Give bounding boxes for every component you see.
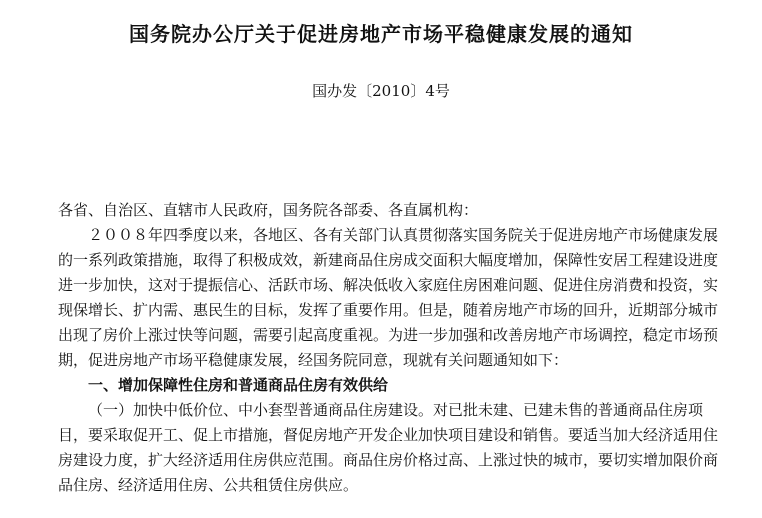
section-heading: 一、增加保障性住房和普通商品住房有效供给 bbox=[88, 376, 389, 394]
paragraph-intro: ２００８年四季度以来，各地区、各有关部门认真贯彻落实国务院关于促进房地产市场健康发展的一系列政策措施，取得了积极成效，新建商品住房成交面积大幅度增加，保障性安居工程建设进度进一步加快，这对于提振信心、活跃市场、解决低收入家庭住房困难问题、促进住房消费和投资，实现保增长、扩内需、惠民生的目标，发挥了重要作用。但是，随着房地产市场的回升，近期部分城市出现了房价上涨过快等问题，需要引起高度重视。为进一步加强和改善房地产市场调控，稳定市场预期，促进房地产市场平稳健康发展，经国务院同意，现就有关问题通知如下： bbox=[58, 226, 719, 369]
document-title: 国务院办公厅关于促进房地产市场平稳健康发展的通知 bbox=[129, 22, 633, 46]
document-number: 国办发〔2010〕4号 bbox=[312, 82, 450, 100]
document-body bbox=[58, 198, 718, 498]
salutation: 各省、自治区、直辖市人民政府，国务院各部委、各直属机构： bbox=[58, 201, 479, 219]
paragraph-section-1: （一）加快中低价位、中小套型普通商品住房建设。对已批未建、已建未售的普通商品住房项目，要采取促开工、促上市措施，督促房地产开发企业加快项目建设和销售。要适当加大经济适用住房建设力度，扩大经济适用住房供应范围。商品住房价格过高、上涨过快的城市，要切实增加限价商品住房、经济适用住房、公共租赁住房供应。 bbox=[58, 401, 719, 494]
